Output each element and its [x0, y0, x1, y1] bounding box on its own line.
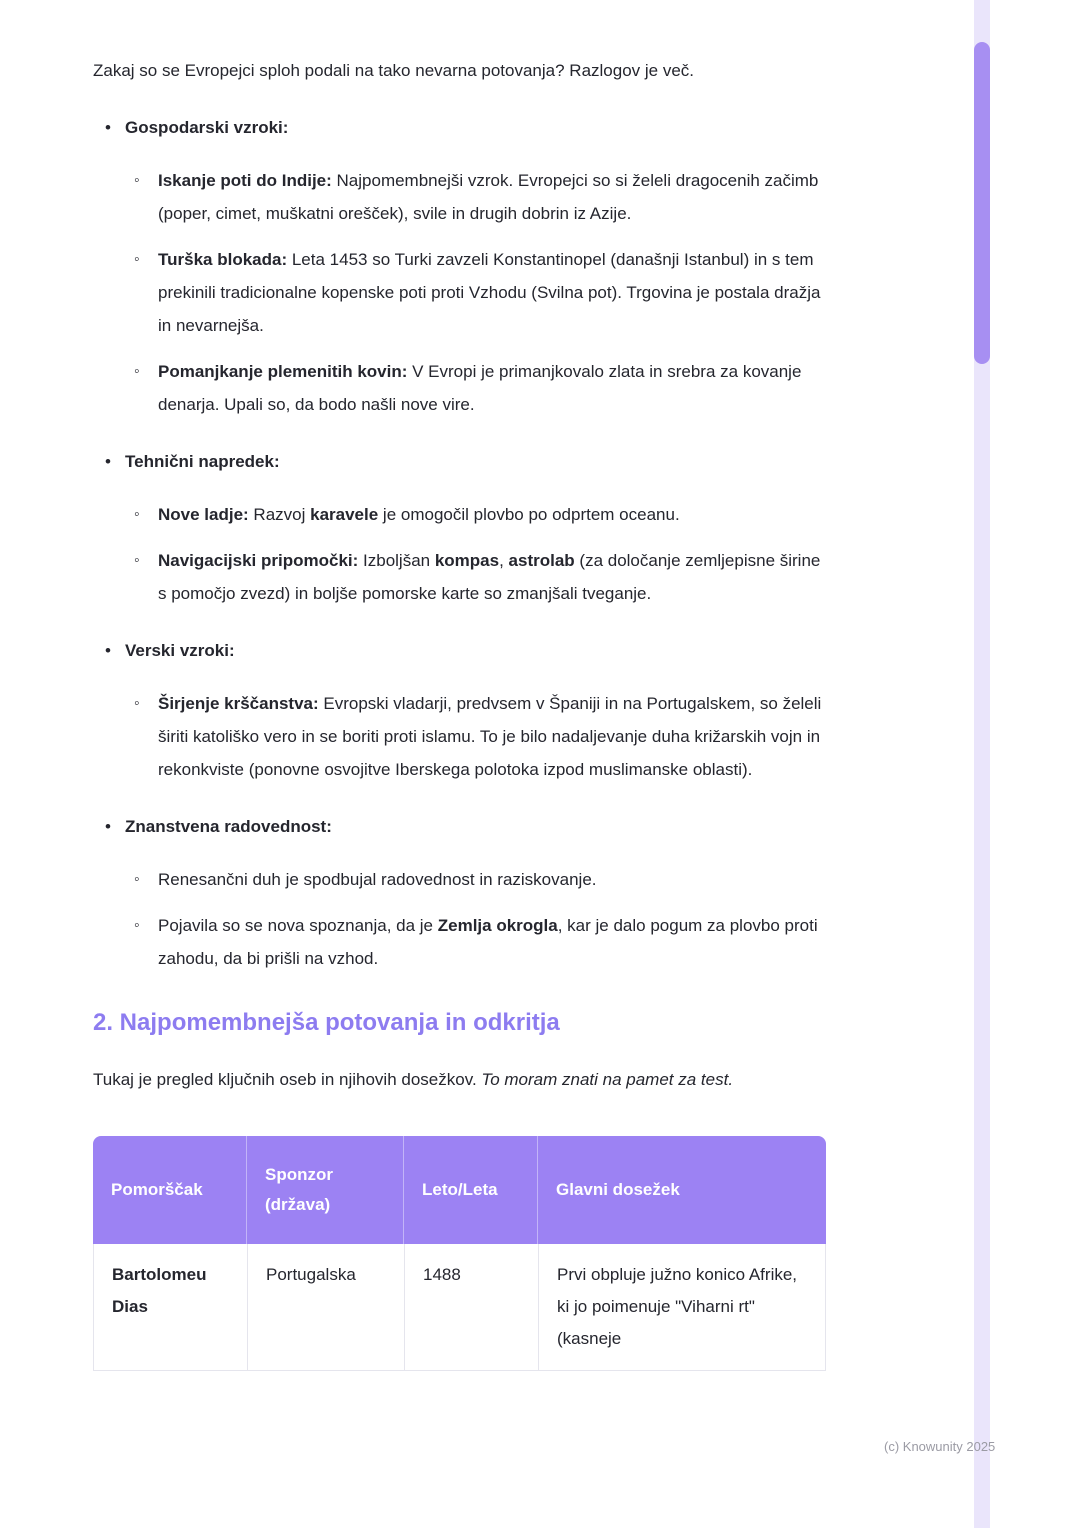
text-run: , — [499, 551, 509, 570]
bold-run: Turška blokada: — [158, 250, 288, 269]
reason-group — [93, 810, 826, 975]
bold-run: astrolab — [508, 551, 575, 570]
text-run: je omogočil plovbo po odprtem oceanu. — [378, 505, 680, 524]
reason-group — [93, 111, 826, 421]
table-header-cell: Glavni dosežek — [538, 1136, 826, 1244]
bold-run: Nove ladje: — [158, 505, 249, 524]
table-row — [93, 1244, 826, 1371]
table-cell: Prvi obpluje južno konico Afrike, ki jo poimenuje "Viharni rt" (kasneje — [538, 1244, 826, 1371]
explorers-table — [93, 1136, 826, 1371]
reason-group-title: • Tehnični napredek: — [125, 452, 280, 471]
text-run: Najpomembnejši vzrok. Evropejci so si želeli dragocenih začimb (poper, cimet, muškatni orešček), svile in drugih dobrin iz Azije. — [158, 171, 819, 223]
table-header-row — [93, 1136, 826, 1244]
reason-sublist — [125, 687, 826, 786]
table-cell: 1488 — [404, 1244, 538, 1371]
text-run: Izboljšan — [358, 551, 435, 570]
table-header-cell: Sponzor (država) — [247, 1136, 404, 1244]
text-run: Tukaj je pregled ključnih oseb in njihovih dosežkov. — [93, 1070, 482, 1089]
scrollbar-track[interactable] — [974, 0, 990, 1528]
reason-item — [125, 164, 826, 230]
reason-group-title: • Verski vzroki: — [125, 641, 235, 660]
reason-item — [125, 544, 826, 610]
bold-run: Bartolomeu Dias — [112, 1265, 207, 1316]
bold-run: Zemlja okrogla — [437, 916, 558, 935]
scrollbar-thumb[interactable] — [974, 42, 990, 364]
section-heading: 2. Najpomembnejša potovanja in odkritja — [93, 1009, 560, 1036]
table-header-cell: Leto/Leta — [404, 1136, 538, 1244]
document-content — [93, 54, 826, 1371]
reason-item — [125, 909, 826, 975]
table-cell — [93, 1244, 247, 1371]
text-run: Leta 1453 so Turki zavzeli Konstantinopel (današnji Istanbul) in s tem prekinili tradicionalne kopenske poti proti Vzhodu (Svilna pot). Trgovina je postala dražja in nevarnejša. — [158, 250, 821, 335]
reason-sublist — [125, 498, 826, 610]
text-run: Evropski vladarji, predvsem v Španiji in na Portugalskem, so želeli širiti katoliško vero in se boriti proti islamu. To je bilo nadaljevanje duha križarskih vojn in rekonkviste (ponovne osvojitve Iberskega polotoka izpod muslimanske oblasti). — [158, 694, 822, 779]
reason-sublist — [125, 164, 826, 421]
reason-item — [125, 243, 826, 342]
watermark: (c) Knowunity 2025 — [884, 1439, 996, 1454]
table-header-cell: Pomorščak — [93, 1136, 247, 1244]
reason-item — [125, 863, 826, 896]
text-run: , kar je dalo pogum za plovbo proti zahodu, da bi prišli na vzhod. — [158, 916, 818, 968]
section-lead — [93, 1063, 826, 1096]
text-run: Pojavila so se nova spoznanja, da je — [158, 916, 438, 935]
reason-item — [125, 355, 826, 421]
reason-group — [93, 445, 826, 610]
table-cell: Portugalska — [247, 1244, 404, 1371]
reason-group-title: • Znanstvena radovednost: — [125, 817, 332, 836]
reason-item — [125, 687, 826, 786]
reason-group — [93, 634, 826, 786]
reason-sublist — [125, 863, 826, 975]
bold-run: Širjenje krščanstva: — [158, 694, 319, 713]
table-body — [93, 1244, 826, 1371]
text-run: Renesančni duh je spodbujal radovednost in raziskovanje. — [158, 870, 597, 889]
italic-run: To moram znati na pamet za test. — [481, 1070, 734, 1089]
text-run: V Evropi je primanjkovalo zlata in srebra za kovanje denarja. Upali so, da bodo našli nove vire. — [158, 362, 802, 414]
reason-group-title: • Gospodarski vzroki: — [125, 118, 289, 137]
bold-run: Pomanjkanje plemenitih kovin: — [158, 362, 408, 381]
bold-run: kompas — [434, 551, 500, 570]
bold-run: Navigacijski pripomočki: — [158, 551, 359, 570]
intro-paragraph: Zakaj so se Evropejci sploh podali na tako nevarna potovanja? Razlogov je več. — [93, 61, 695, 80]
bold-run: Iskanje poti do Indije: — [158, 171, 332, 190]
text-run: Razvoj — [248, 505, 311, 524]
text-run: (za določanje zemljepisne širine s pomočjo zvezd) in boljše pomorske karte so zmanjšali tveganje. — [158, 551, 821, 603]
reason-item — [125, 498, 826, 531]
reasons-list — [93, 111, 826, 975]
bold-run: karavele — [310, 505, 379, 524]
